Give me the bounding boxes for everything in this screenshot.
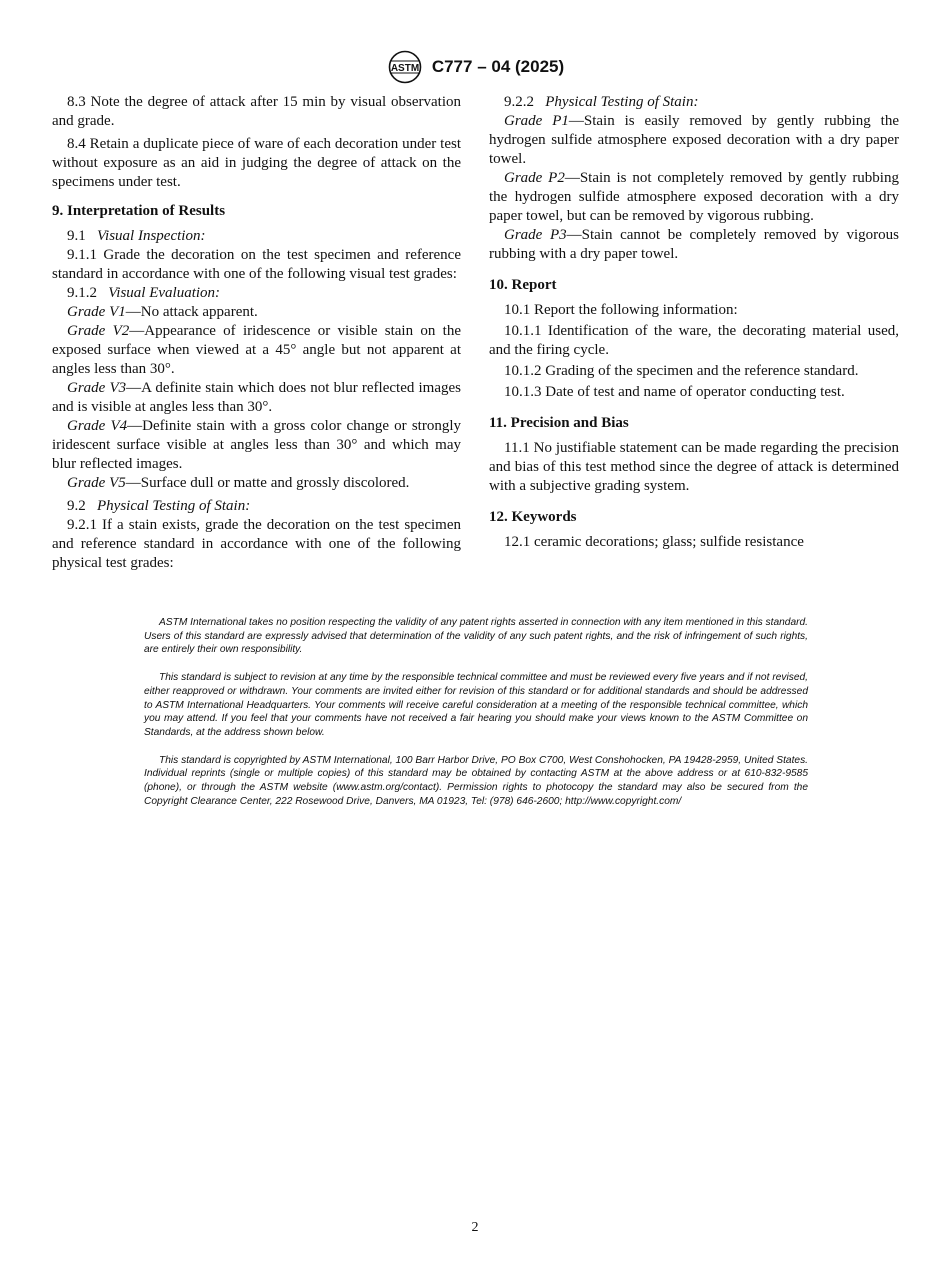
subsection-number: 9.2 bbox=[67, 498, 86, 514]
grade-p2 bbox=[489, 169, 899, 226]
grade-label: Grade V5 bbox=[67, 475, 126, 491]
grade-label: Grade P3 bbox=[504, 227, 567, 243]
page-header bbox=[0, 50, 950, 84]
grade-v1 bbox=[52, 303, 461, 322]
right-column bbox=[489, 93, 899, 552]
revision-notice: This standard is subject to revision at any time by the responsible technical committee and must be reviewed every five years and if not revised, either reapproved or withdrawn. Your comments are invited either for revision of this standard or for additional standards and should be addressed to ASTM International Headquarters. Your comments will receive careful consideration at a meeting of the responsible technical committee, which you may attend. If you feel that your comments have not received a fair hearing you should make your views known to the ASTM Committee on Standards, at the address shown below. bbox=[144, 672, 808, 738]
left-column bbox=[52, 93, 461, 573]
page-number: 2 bbox=[471, 1220, 479, 1235]
paragraph-9-1-1: 9.1.1 Grade the decoration on the test specimen and reference standard in accordance with one of the following visual test grades: bbox=[52, 247, 461, 282]
section-heading-9: 9. Interpretation of Results bbox=[52, 203, 226, 219]
subsection-title: Physical Testing of Stain: bbox=[545, 94, 699, 110]
copyright-notice: This standard is copyrighted by ASTM International, 100 Barr Harbor Drive, PO Box C700, West Conshohocken, PA 19428-2959, United States. Individual reprints (single or multiple copies) of this standard may be obtained by contacting ASTM at the above address or at 610-832-9585 (phone), or through the ASTM website (www.astm.org/contact). Permission rights to photocopy the standard may also be secured from the Copyright Clearance Center, 222 Rosewood Drive, Danvers, MA 01923, Tel: (978) 646-2600; http://www.copyright.com/ bbox=[144, 754, 808, 807]
section-heading-12: 12. Keywords bbox=[489, 509, 577, 525]
subsection-9-1-2 bbox=[52, 284, 461, 303]
subsection-9-1 bbox=[52, 227, 461, 246]
grade-text: —Stain is not completely removed by gently rubbing the hydrogen sulfide atmosphere exposed decoration with a dry paper towel, but can be removed by vigorous rubbing. bbox=[489, 170, 899, 224]
subsection-9-2-2 bbox=[489, 93, 899, 112]
grade-label: Grade V2 bbox=[67, 323, 130, 339]
astm-notice-block bbox=[144, 616, 808, 822]
subsection-title: Physical Testing of Stain: bbox=[97, 498, 251, 514]
grade-label: Grade P1 bbox=[504, 113, 569, 129]
grade-v3 bbox=[52, 379, 461, 417]
grade-p3 bbox=[489, 226, 899, 264]
astm-logo-icon bbox=[386, 50, 424, 84]
grade-label: Grade V1 bbox=[67, 304, 126, 320]
paragraph-12-1: 12.1 ceramic decorations; glass; sulfide resistance bbox=[504, 534, 804, 550]
grade-p1 bbox=[489, 112, 899, 169]
paragraph-11-1: 11.1 No justifiable statement can be made regarding the precision and bias of this test method since the degree of attack is determined with a subjective grading system. bbox=[489, 440, 899, 494]
paragraph-8-3: 8.3 Note the degree of attack after 15 min by visual observation and grade. bbox=[52, 94, 461, 129]
section-heading-10: 10. Report bbox=[489, 277, 557, 293]
subsection-number: 9.1.2 bbox=[67, 285, 97, 301]
grade-label: Grade P2 bbox=[504, 170, 565, 186]
patent-notice: ASTM International takes no position respecting the validity of any patent rights asserted in connection with any item mentioned in this standard. Users of this standard are expressly advised that determination of the validity of any such patent rights, and the risk of infringement of such rights, are entirely their own responsibility. bbox=[144, 617, 808, 656]
section-heading-11: 11. Precision and Bias bbox=[489, 415, 629, 431]
grade-label: Grade V3 bbox=[67, 380, 127, 396]
paragraph-9-2-1: 9.2.1 If a stain exists, grade the decoration on the test specimen and reference standard in accordance with one of the following physical test grades: bbox=[52, 517, 461, 571]
grade-text: —Stain cannot be completely removed by vigorous rubbing with a dry paper towel. bbox=[489, 227, 899, 262]
grade-v2 bbox=[52, 322, 461, 379]
subsection-number: 9.1 bbox=[67, 228, 86, 244]
subsection-number: 9.2.2 bbox=[504, 94, 534, 110]
grade-v4 bbox=[52, 417, 461, 474]
subsection-9-2 bbox=[52, 497, 461, 516]
grade-text: —A definite stain which does not blur reflected images and is visible at angles less than 30°. bbox=[52, 380, 461, 415]
grade-text: —Appearance of iridescence or visible stain on the exposed surface when viewed at a 45° angle but not apparent at angles less than 30°. bbox=[52, 323, 461, 377]
grade-text: —Stain is easily removed by gently rubbing the hydrogen sulfide atmosphere exposed decoration with a dry paper towel. bbox=[489, 113, 899, 167]
grade-text: —Definite stain with a gross color change or strongly iridescent surface visible at angles less than 30° and which may blur reflected images. bbox=[52, 418, 461, 472]
paragraph-10-1-3: 10.1.3 Date of test and name of operator conducting test. bbox=[504, 384, 845, 400]
paragraph-10-1: 10.1 Report the following information: bbox=[504, 302, 738, 318]
grade-text: —Surface dull or matte and grossly discolored. bbox=[125, 475, 410, 491]
paragraph-10-1-1: 10.1.1 Identification of the ware, the decorating material used, and the firing cycle. bbox=[489, 323, 899, 358]
subsection-title: Visual Evaluation: bbox=[108, 285, 221, 301]
paragraph-10-1-2: 10.1.2 Grading of the specimen and the reference standard. bbox=[504, 363, 859, 379]
svg-text:ASTM: ASTM bbox=[390, 63, 419, 74]
grade-v5 bbox=[52, 474, 461, 493]
standard-designation: C777 – 04 (2025) bbox=[431, 57, 565, 76]
subsection-title: Visual Inspection: bbox=[97, 228, 206, 244]
paragraph-8-4: 8.4 Retain a duplicate piece of ware of each decoration under test without exposure as an aid in judging the degree of attack on the specimens under test. bbox=[52, 136, 461, 190]
grade-text: —No attack apparent. bbox=[125, 304, 258, 320]
grade-label: Grade V4 bbox=[67, 418, 128, 434]
